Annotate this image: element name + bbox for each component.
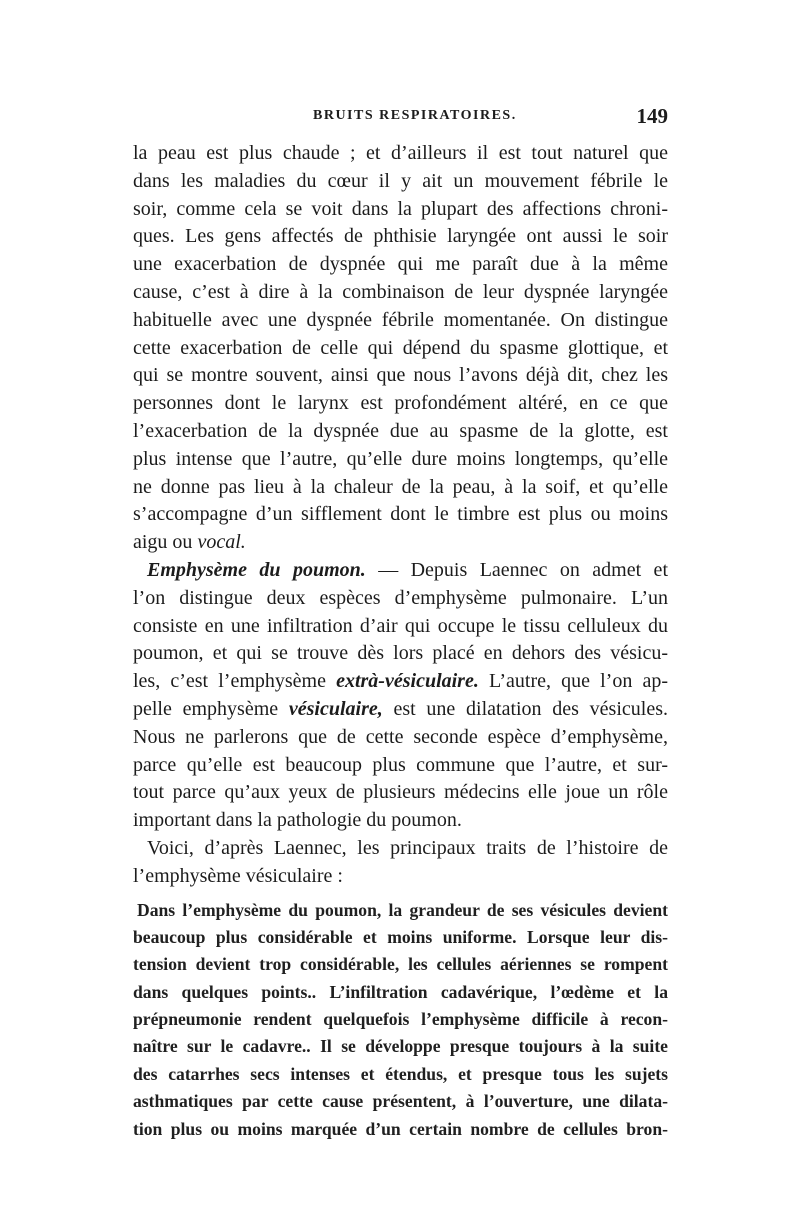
quote-line: asthmatiques par cette cause présentent, à l’ouverture, une dilata-	[133, 1091, 668, 1112]
text-line: qui se montre souvent, ainsi que nous l’avons déjà dit, chez les	[133, 364, 668, 387]
quote-line: tension devient trop considérable, les cellules aériennes se rompent	[133, 954, 668, 975]
quote-line: naître sur le cadavre.. Il se développe presque toujours à la suite	[133, 1036, 668, 1057]
quoted-passage	[133, 897, 668, 1144]
text-span: pelle emphysème	[133, 697, 289, 720]
text-line: l’exacerbation de la dyspnée due au spasme de la glotte, est	[133, 419, 668, 442]
section-heading: Emphysème du poumon.	[147, 558, 366, 581]
text-line	[133, 529, 668, 557]
quote-line: beaucoup plus considérable et moins uniforme. Lorsque leur dis-	[133, 926, 668, 947]
text-line: Voici, d’après Laennec, les principaux traits de l’histoire de	[147, 836, 668, 859]
text-line: la peau est plus chaude ; et d’ailleurs il est tout naturel que	[133, 142, 668, 164]
text-line: consiste en une infiltration d’air qui occupe le tissu celluleux du	[133, 614, 668, 637]
section-heading-line	[133, 557, 668, 585]
text-line: Nous ne parlerons que de cette seconde espèce d’emphysème,	[133, 725, 668, 748]
text-line	[133, 696, 668, 724]
text-line: ques. Les gens affectés de phthisie laryngée ont aussi le soir	[133, 225, 668, 248]
italic-term: vocal.	[197, 531, 246, 554]
page-header	[133, 104, 668, 130]
body-text	[133, 140, 668, 1143]
text-span: aigu ou	[133, 531, 198, 554]
text-span: est une dilatation des vésicules.	[382, 697, 668, 720]
italic-term: vésiculaire,	[288, 697, 383, 720]
text-line: soir, comme cela se voit dans la plupart des affections chroni-	[133, 197, 668, 220]
text-line: l’on distingue deux espèces d’emphysème pulmonaire. L’un	[133, 586, 668, 609]
text-line: tout parce qu’aux yeux de plusieurs médecins elle joue un rôle	[133, 781, 668, 804]
text-line: l’emphysème vésiculaire :	[133, 864, 343, 887]
text-line: personnes dont le larynx est profondément altéré, en ce que	[133, 392, 668, 415]
running-head: BRUITS RESPIRATOIRES.	[313, 108, 517, 123]
paragraph-2	[133, 557, 668, 835]
text-line: parce qu’elle est beaucoup plus commune que l’autre, et sur-	[133, 753, 668, 776]
quote-line: dans quelques points.. L’infiltration cadavérique, l’œdème et la	[133, 981, 668, 1002]
page-number: 149	[636, 104, 668, 128]
italic-term: extrà-vésiculaire.	[336, 670, 479, 693]
text-span: les, c’est l’emphysème	[133, 670, 337, 693]
text-span: — Depuis Laennec on admet et	[365, 558, 668, 581]
text-span: L’autre, que l’on ap-	[478, 670, 668, 693]
text-line	[133, 668, 668, 696]
quote-line: prépneumonie rendent quelquefois l’emphysème difficile à recon-	[133, 1009, 668, 1030]
text-line: dans les maladies du cœur il y ait un mouvement fébrile le	[133, 169, 668, 192]
text-line: cette exacerbation de celle qui dépend du spasme glottique, et	[133, 336, 668, 359]
paragraph-3	[133, 835, 668, 891]
text-line: une exacerbation de dyspnée qui me paraît due à la même	[133, 253, 668, 276]
text-line: ne donne pas lieu à la chaleur de la peau, à la soif, et qu’elle	[133, 475, 668, 498]
text-line: cause, c’est à dire à la combinaison de leur dyspnée laryngée	[133, 280, 668, 303]
text-line: habituelle avec une dyspnée fébrile momentanée. On distingue	[133, 308, 668, 331]
quote-line: tion plus ou moins marquée d’un certain nombre de cellules bron-	[133, 1118, 668, 1139]
text-line: s’accompagne d’un sifflement dont le timbre est plus ou moins	[133, 503, 668, 526]
text-line: poumon, et qui se trouve dès lors placé en dehors des vésicu-	[133, 642, 668, 665]
paragraph-1	[133, 140, 668, 557]
text-line: plus intense que l’autre, qu’elle dure moins longtemps, qu’elle	[133, 447, 668, 470]
quote-line: Dans l’emphysème du poumon, la grandeur de ses vésicules devient	[137, 899, 668, 920]
quote-line: des catarrhes secs intenses et étendus, et presque tous les sujets	[133, 1063, 668, 1084]
text-line: important dans la pathologie du poumon.	[133, 809, 462, 832]
